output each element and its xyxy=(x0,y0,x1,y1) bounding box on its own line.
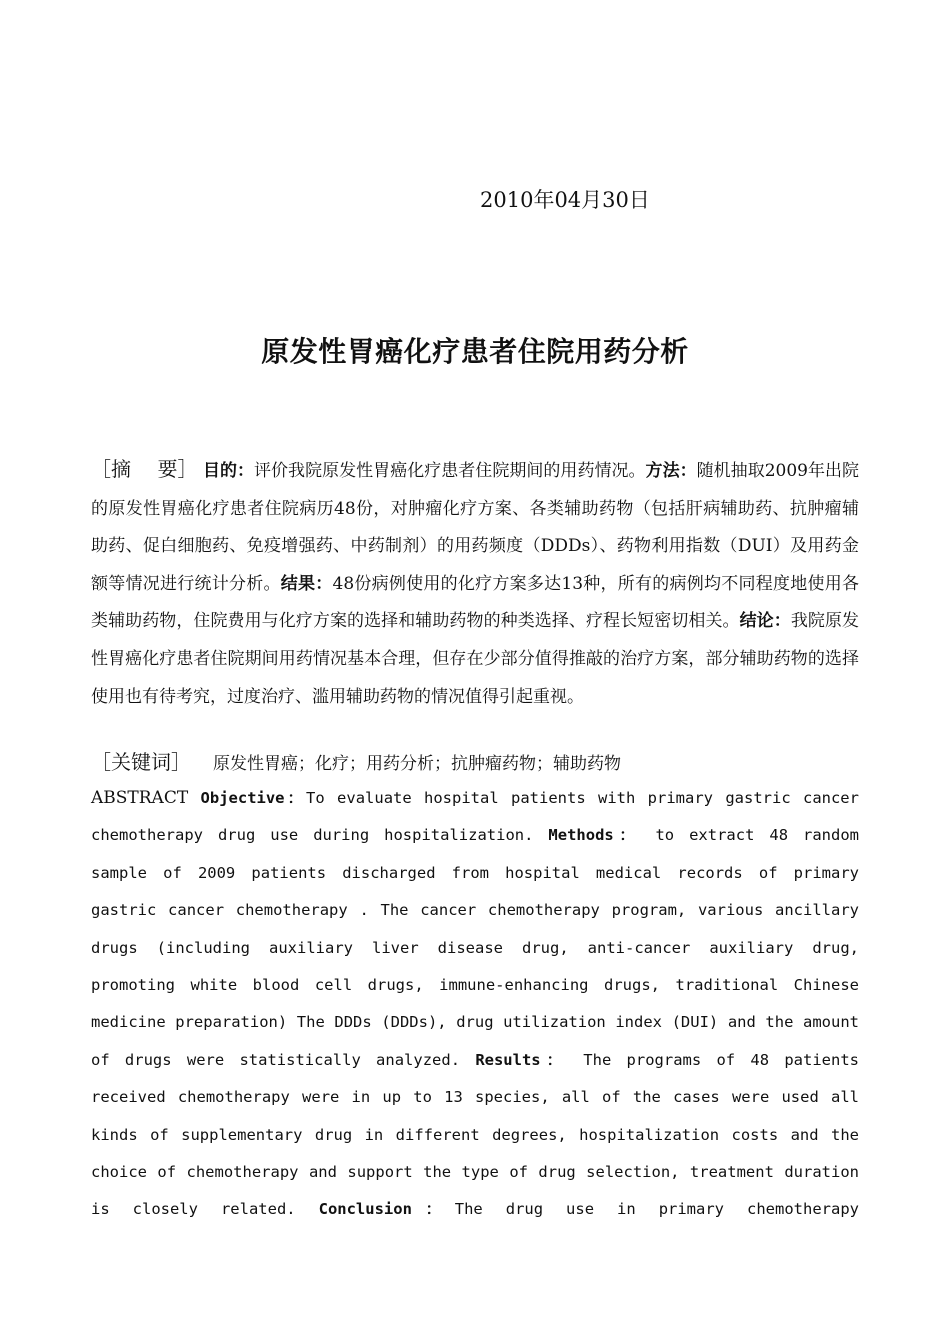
objective-label: 目的： xyxy=(202,461,255,481)
keywords-line xyxy=(91,744,859,783)
keywords-bracket-label: ［关键词］ xyxy=(91,750,191,774)
en-results-label: Results： xyxy=(475,1050,569,1069)
methods-label: 方法： xyxy=(645,461,697,481)
en-methods-text: to extract 48 random sample of 2009 patients discharged from hospital medical records of primary gastric cancer chemotherapy . The cancer chemotherapy program, various ancillary drugs (including auxiliary liver disease drug, anti-cancer auxiliary drug, promoting white blood cell drugs, immune-enhancing drugs, traditional Chinese medicine preparation) The DDDs (DDDs), drug utilization index (DUI) and the amount of drugs were statistically analyzed. xyxy=(91,826,860,1069)
document-date: 2010年04月30日 xyxy=(480,188,650,212)
methods-text: 随机抽取2009年出院的原发性胃癌化疗患者住院病历48份，对肿瘤化疗方案、各类辅助药物（包括肝病辅助药、抗肿瘤辅助药、促白细胞药、免疫增强药、中药制剂）的用药频度（DDDs）、药物利用指数（DUI）及用药金额等情况进行统计分析。 xyxy=(91,461,860,594)
abstract-bracket-label: ［摘 要］ xyxy=(91,457,198,481)
paper-title: 原发性胃癌化疗患者住院用药分析 xyxy=(261,335,689,368)
english-abstract xyxy=(91,780,859,1229)
keywords-text: 原发性胃癌；化疗；用药分析；抗肿瘤药物；辅助药物 xyxy=(213,754,621,774)
results-label: 结果： xyxy=(280,573,333,594)
en-conclusion-text: The drug use in primary chemotherapy xyxy=(454,1200,859,1219)
en-conclusion-label: Conclusion： xyxy=(318,1200,455,1219)
conclusion-label: 结论： xyxy=(739,611,791,632)
chinese-abstract xyxy=(91,451,859,716)
en-results-text: The programs of 48 patients received chemotherapy were in up to 13 species, all of the cases were used all kinds of supplementary drug in different degrees, hospitalization costs and the choice of chemotherapy and support the type of drug selection, treatment duration is closely related. xyxy=(91,1050,859,1219)
conclusion-text: 我院原发性胃癌化疗患者住院期间用药情况基本合理，但存在少部分值得推敲的治疗方案，部分辅助药物的选择使用也有待考究，过度治疗、滥用辅助药物的情况值得引起重视。 xyxy=(91,611,860,707)
abstract-heading: ABSTRACT xyxy=(91,788,189,808)
results-text: 48份病例使用的化疗方案多达13种，所有的病例均不同程度地使用各类辅助药物，住院费用与化疗方案的选择和辅助药物的种类选择、疗程长短密切相关。 xyxy=(91,573,860,632)
en-objective-text: To evaluate hospital patients with primary gastric cancer chemotherapy drug use during hospitalization. xyxy=(91,789,859,845)
objective-text: 评价我院原发性胃癌化疗患者住院期间的用药情况。 xyxy=(254,461,646,481)
en-methods-label: Methods： xyxy=(548,826,641,845)
en-objective-label: Objective： xyxy=(200,789,307,807)
